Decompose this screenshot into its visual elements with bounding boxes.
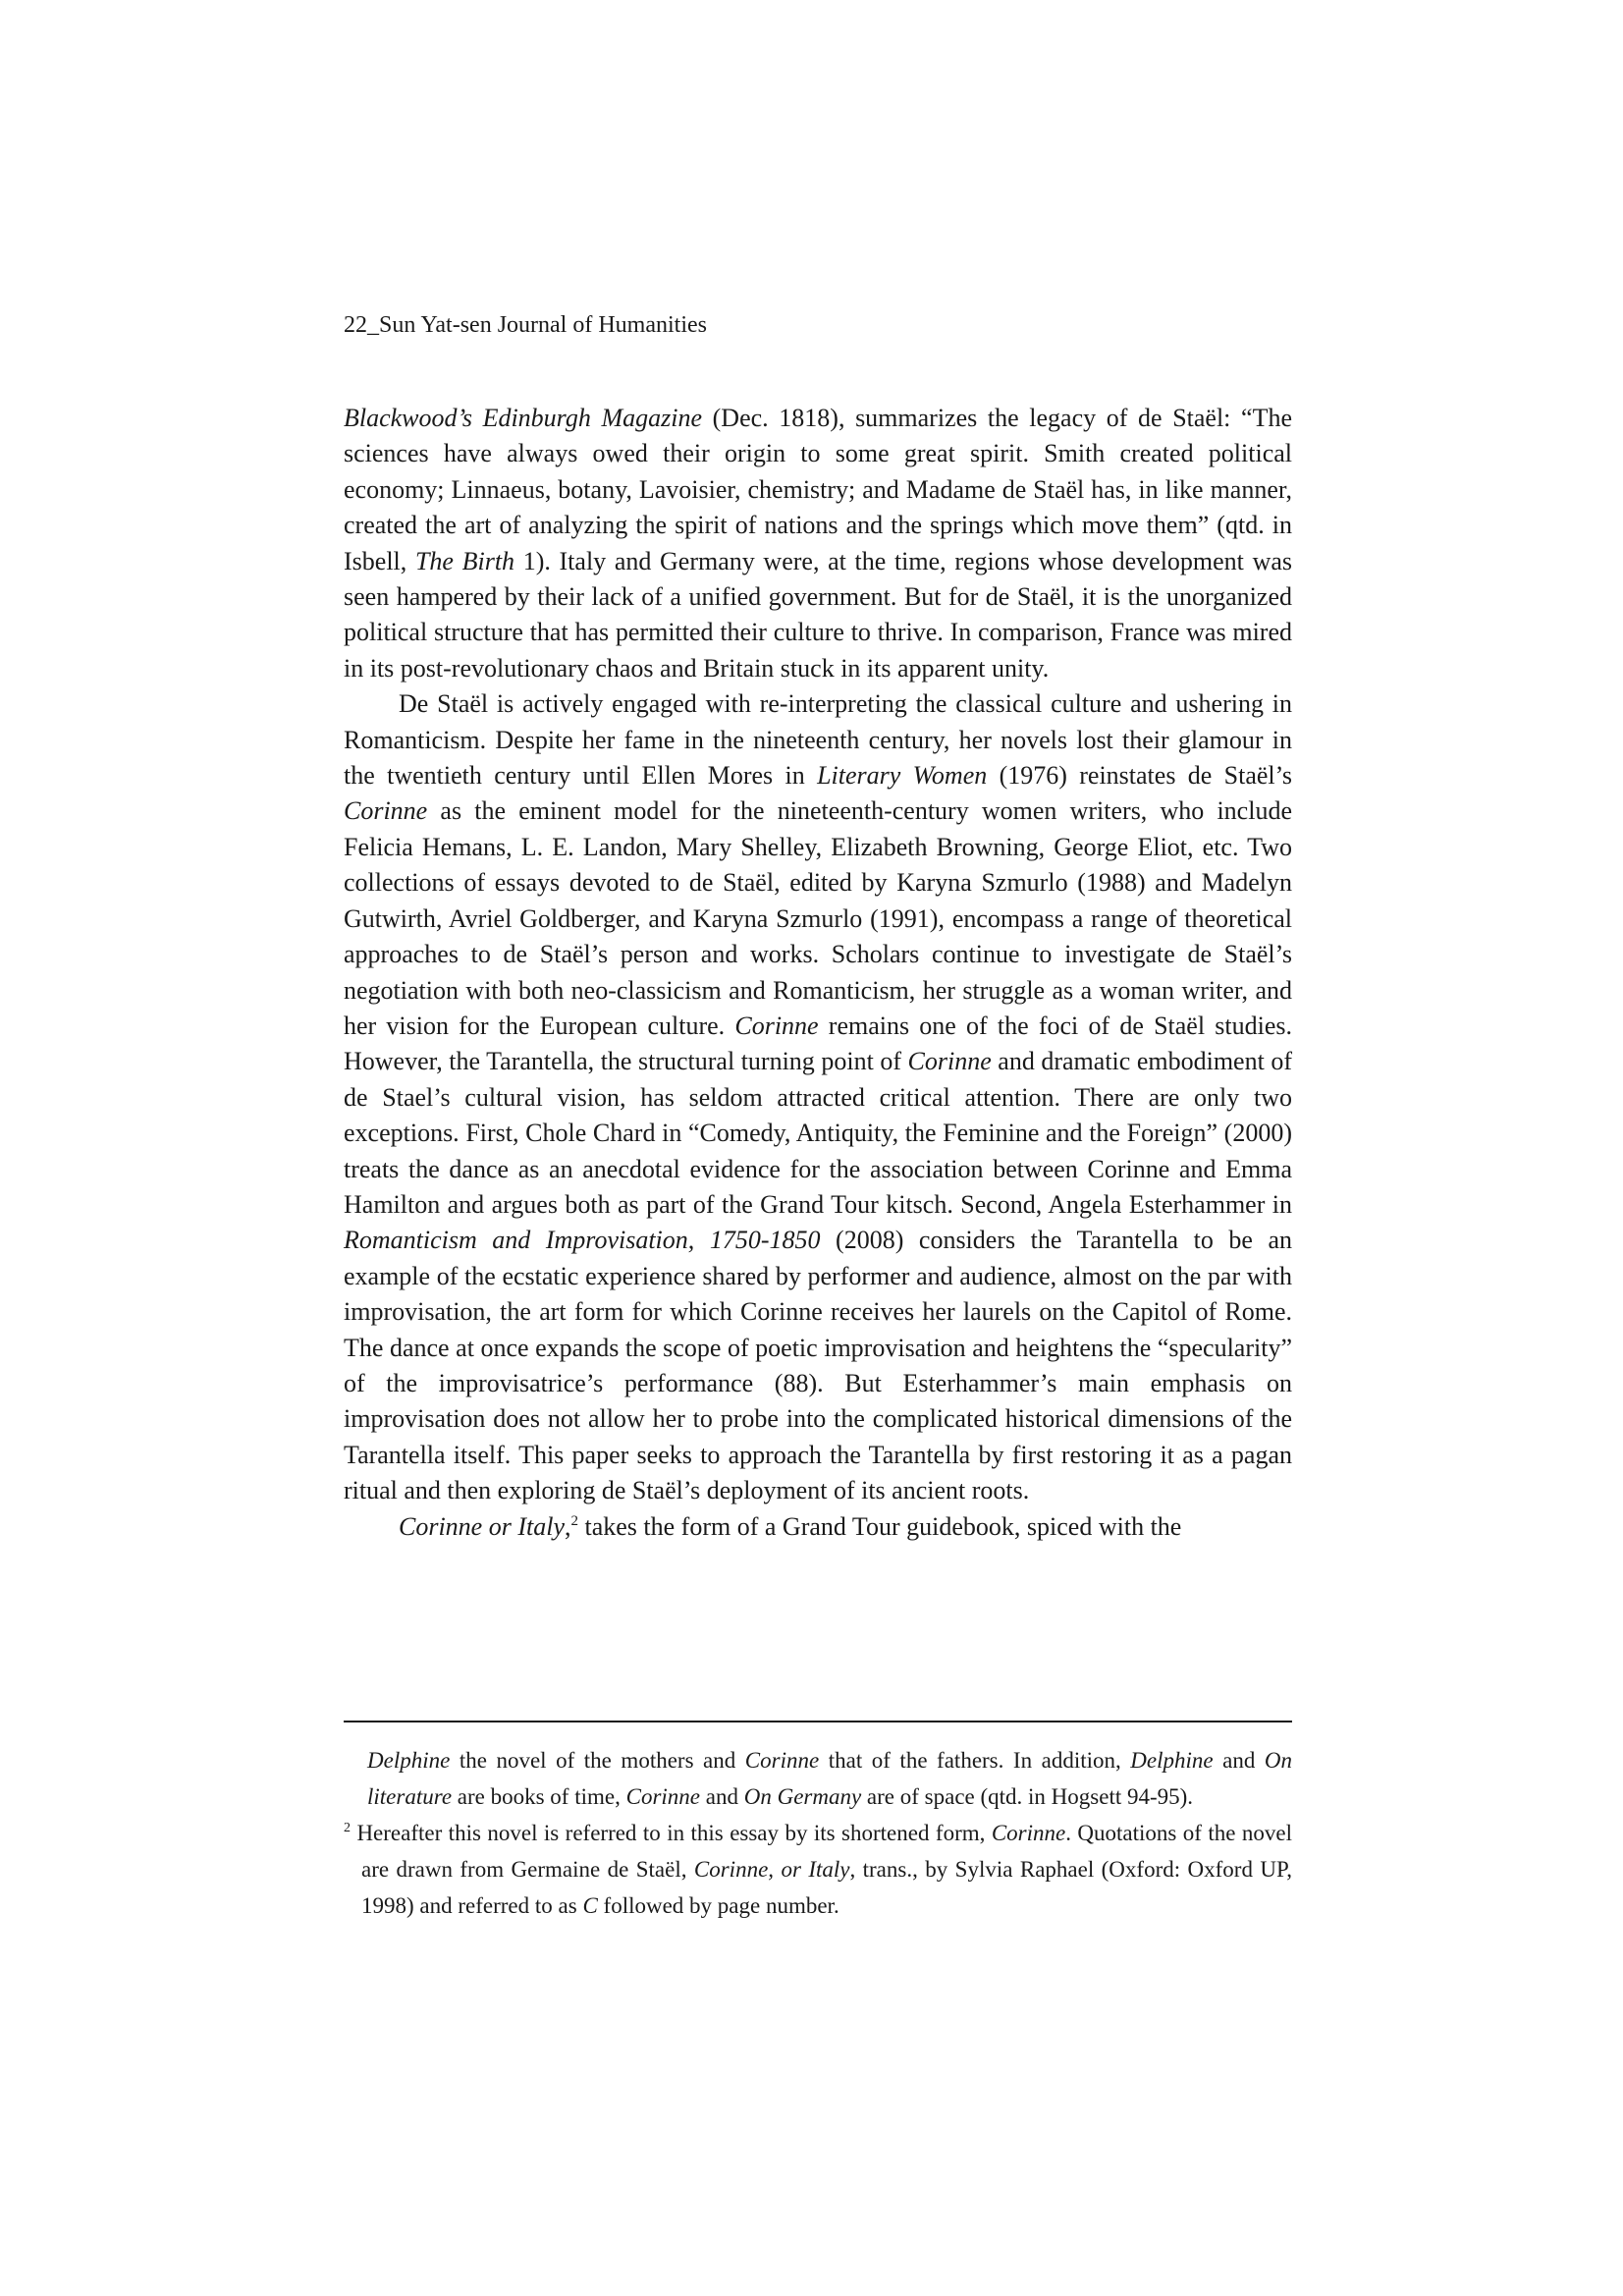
italic-title: The Birth — [414, 546, 515, 575]
italic-title: Corinne — [344, 796, 428, 826]
italic-title: Literary Women — [817, 761, 988, 791]
footnote-marker[interactable]: 2 — [570, 1512, 578, 1529]
body-text — [344, 401, 1292, 1545]
italic-title: Blackwood’s Edinburgh Magazine — [344, 404, 703, 432]
italic-title: Delphine — [1130, 1748, 1214, 1773]
footnote-number: 2 — [344, 1821, 351, 1835]
italic-title: Corinne, or Italy — [693, 1857, 850, 1882]
text-run: takes the form of a Grand Tour guidebook, spiced with the — [578, 1511, 1182, 1541]
italic-title: Corinne — [744, 1748, 820, 1773]
italic-title: Corinne — [991, 1821, 1066, 1845]
paragraph-2 — [344, 686, 1292, 1508]
paragraph-3 — [344, 1509, 1292, 1545]
text-run: (2008) considers the Tarantella to be an example of the ecstatic experience shared by performer and audience, almost on the par with improvisation, the art form for which Corinne receives her laurels on the Capitol of Rome. The dance at once expands the scope of poetic improvisation and heightens the “specularity” of the improvisatrice’s performance (88). But Esterhammer’s main emphasis on improvisation does not allow her to probe into the complicated historical dimensions of the Tarantella itself. This paper seeks to approach the Tarantella by first restoring it as a pagan ritual and then exploring de Staël’s deployment of its ancient roots. — [344, 1226, 1292, 1505]
text-run: that of the fathers. In addition, — [819, 1748, 1131, 1773]
footnote-rule — [344, 1721, 1292, 1722]
italic-title: Corinne or Italy — [399, 1511, 565, 1541]
text-run: Hereafter this novel is referred to in this essay by its shortened form, — [351, 1821, 992, 1845]
footnotes — [344, 1742, 1292, 1924]
italic-title: On Germany — [743, 1784, 862, 1809]
text-run: are books of time, — [452, 1784, 626, 1809]
italic-title: On literature — [367, 1748, 1292, 1809]
italic-title: Romanticism and Improvisation, 1750-1850 — [344, 1226, 821, 1255]
paragraph-1 — [344, 401, 1292, 686]
text-run: and dramatic embodiment of de Stael’s cultural vision, has seldom attracted critical attention. There are only two exceptions. First, Chole Chard in “Comedy, Antiquity, the Feminine and the Foreign” (2000) treats the dance as an anecdotal evidence for the association between Corinne and Emma Hamilton and argues both as part of the Grand Tour kitsch. Second, Angela Esterhammer in — [344, 1047, 1292, 1219]
italic-title: Corinne — [625, 1784, 700, 1809]
text-run: remains one of the foci of de Staël studies. However, the Tarantella, the structural turning point of — [344, 1011, 1292, 1076]
text-run: and — [1213, 1748, 1265, 1773]
text-run: as the eminent model for the nineteenth-century women writers, who include Felicia Hemans, L. E. Landon, Mary Shelley, Elizabeth Browning, George Eliot, etc. Two collections of essays devoted to de Staël, edited by Karyna Szmurlo (1988) and Madelyn Gutwirth, Avriel Goldberger, and Karyna Szmurlo (1991), encompass a range of theoretical approaches to de Staël’s person and works. Scholars continue to investigate de Staël’s negotiation with both neo-classicism and Romanticism, her struggle as a woman writer, and her vision for the European culture. — [344, 796, 1292, 1040]
italic-title: Corinne — [734, 1011, 819, 1040]
italic-title: C — [582, 1893, 598, 1918]
text-run: are of space (qtd. in Hogsett 94-95). — [861, 1784, 1194, 1809]
italic-title: Corinne — [907, 1047, 992, 1076]
text-run: , trans., by Sylvia Raphael (Oxford: Oxford UP, 1998) and referred to as — [361, 1857, 1292, 1918]
italic-title: Delphine — [367, 1748, 451, 1773]
text-run: followed by page number. — [597, 1893, 839, 1918]
footnote-2 — [344, 1815, 1292, 1924]
text-run: , — [565, 1511, 571, 1541]
text-run: . Quotations of the novel are drawn from Germaine de Staël, — [361, 1821, 1292, 1882]
text-run: (1976) reinstates de Staël’s — [987, 761, 1292, 791]
footnote-continuation — [344, 1742, 1292, 1815]
text-run: De Staël is actively engaged with re-interpreting the classical culture and ushering in Romanticism. Despite her fame in the nineteenth century, her novels lost their glamour in the twentieth century until Ellen Mores in — [344, 689, 1292, 791]
running-head: 22_Sun Yat-sen Journal of Humanities — [344, 312, 707, 338]
text-run: the novel of the mothers and — [450, 1748, 745, 1773]
text-run: 1). Italy and Germany were, at the time, regions whose development was seen hampered by their lack of a unified government. But for de Staël, it is the unorganized political structure that has permitted their culture to thrive. In comparison, France was mired in its post-revolutionary chaos and Britain stuck in its apparent unity. — [344, 546, 1292, 683]
text-run: (Dec. 1818), summarizes the legacy of de Staël: “The sciences have always owed their origin to some great spirit. Smith created political economy; Linnaeus, botany, Lavoisier, chemistry; and Madame de Staël has, in like manner, created the art of analyzing the spirit of nations and the springs which move them” (qtd. in Isbell, — [344, 404, 1292, 575]
text-run: and — [700, 1784, 744, 1809]
